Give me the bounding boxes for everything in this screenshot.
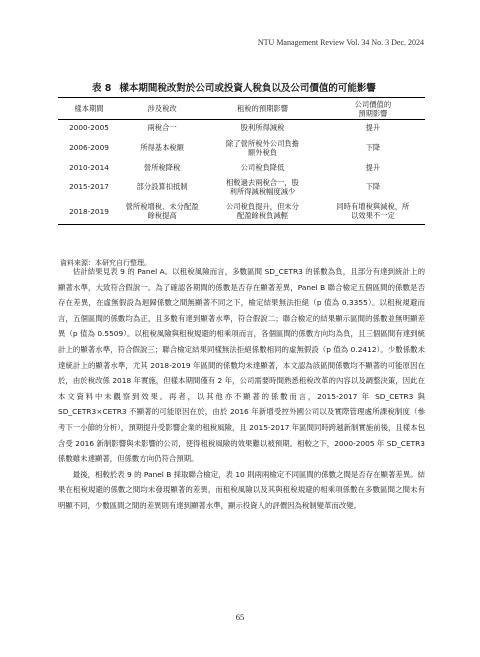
- table-cell: 2018-2019: [58, 199, 120, 225]
- table-cell: 公司稅負提升，但未分 配盈餘稅負減輕: [204, 199, 321, 225]
- column-header: 樣本期間: [58, 98, 120, 120]
- table-cell: 提升: [365, 162, 381, 172]
- table-cell: 所得基本稅額: [140, 143, 184, 152]
- table-header-row: [58, 98, 425, 120]
- tax-reform-table: [58, 97, 425, 225]
- table-cell: 兩稅合一: [147, 123, 177, 133]
- table-cell: 2015-2017: [69, 182, 109, 191]
- table-cell: 部分設算扣抵制: [136, 182, 188, 191]
- table-cell: 除了營所稅外公司負擔 額外稅負: [226, 138, 299, 157]
- table-number: 表 8: [92, 83, 112, 94]
- table-cell: 下降: [365, 182, 381, 191]
- table-cell: 公司稅負降低: [240, 162, 285, 172]
- table-cell: 2000-2005: [69, 123, 109, 133]
- table-cell: 2006-2009: [69, 143, 109, 152]
- table-row: [58, 175, 425, 199]
- table-row: [58, 199, 425, 225]
- table-row: [58, 120, 425, 136]
- table-cell: 2010-2014: [69, 162, 109, 172]
- table-title: [92, 80, 412, 94]
- table-cell: 提升: [365, 123, 381, 133]
- table-row: [58, 136, 425, 160]
- body-paragraph: 最後，相較於表 9 的 Panel B 採取聯合檢定，表 10 則兩兩檢定不同區間的係數之間是否存在顯著差異。結果在租稅規避的係數之間均未發現顯著的差異，而租稅風險以及其與租稅規避的相乘項係數在多數區間之間未有明顯不同，少數區間之間的差異則有達到顯著水準，顯示投資人的評價因為稅制變革而改變。: [58, 469, 425, 510]
- column-header: 租稅的預期影響: [204, 98, 321, 120]
- table-caption: 樣本期間稅改對於公司或投資人稅負以及公司價值的可能影響: [119, 83, 376, 94]
- body-paragraph: 估計結果見表 9 的 Panel A。以租稅風險而言，多數區間 SD_CETR3 的係數為負，且部分有達到統計上的顯著水準，大致符合假說一。為了確認各期間的係數是否存在顯著差異，Panel B 聯合檢定五個區間的係數是否存在差異，在虛無假設為迴歸係數之間無顯著不同之下，檢定結果無法拒絕（p 值為 0.3355）。以租稅規避而言，五個區間的係數均為正，且多數有達到顯著水準，符合假說二；聯合檢定的結果顯示區間的係數並無明顯差異（p 值為 0.5509）。以租稅風險與租稅規避的相乘項而言，各個區間的係數方向均為負，且三個區間有達到統計上的顯著水準，符合假說三；聯合檢定結果同樣無法拒絕係數相同的虛無假設（p 值為 0.2412）。少數係數未達統計上的顯著水準，尤其 2018-2019 年區間的係數均未達顯著，本文認為該區間係數均不顯著的可能原因在於，由於稅改係 2018 年實施，但樣本期間僅有 2 年，公司需要時間熟悉租稅改革的內容以及調整決策，因此在本文資料中未觀察到效果。再者，以其他亦不顯著的係數而言，2015-2017 年 SD_CETR3 與 SD_CETR3×CETR3 不顯著的可能原因在於，由於 2016 年新增受控外國公司以及實際管理處所課稅制度（參考下一小節的分析），預期提升受影響企業的租稅風險，且 2015-2017 年區間同時跨越新制實施前後，且樣本包含受 2016 新制影響與未影響的公司，使得租稅風險的效果難以被預期。相較之下，2000-2005 年 SD_CETR3 係數雖未達顯著，但係數方向仍符合預期。: [58, 267, 425, 464]
- body-text: [58, 264, 425, 514]
- table-cell: 股利所得減稅: [240, 123, 285, 133]
- table-row: [58, 160, 425, 175]
- column-header: 公司價值的 預期影響: [321, 98, 425, 120]
- table-cell: 營所稅降稅: [143, 162, 181, 172]
- page-number: 65: [235, 612, 245, 622]
- table-source-note: 資料來源：本研究自行整理。: [60, 259, 151, 267]
- table-cell: 相較過去兩稅合一，股 利所得減稅幅度減少: [226, 177, 299, 196]
- journal-header: NTU Management Review Vol. 34 No. 3 Dec. 2024: [257, 38, 424, 47]
- table-cell: 下降: [365, 143, 381, 152]
- table-cell: 同時有增稅與減稅，所 以效果不一定: [321, 199, 425, 225]
- table-cell: 營所稅增稅、未分配盈 餘稅提高: [120, 199, 204, 225]
- column-header: 涉及稅改: [120, 98, 204, 120]
